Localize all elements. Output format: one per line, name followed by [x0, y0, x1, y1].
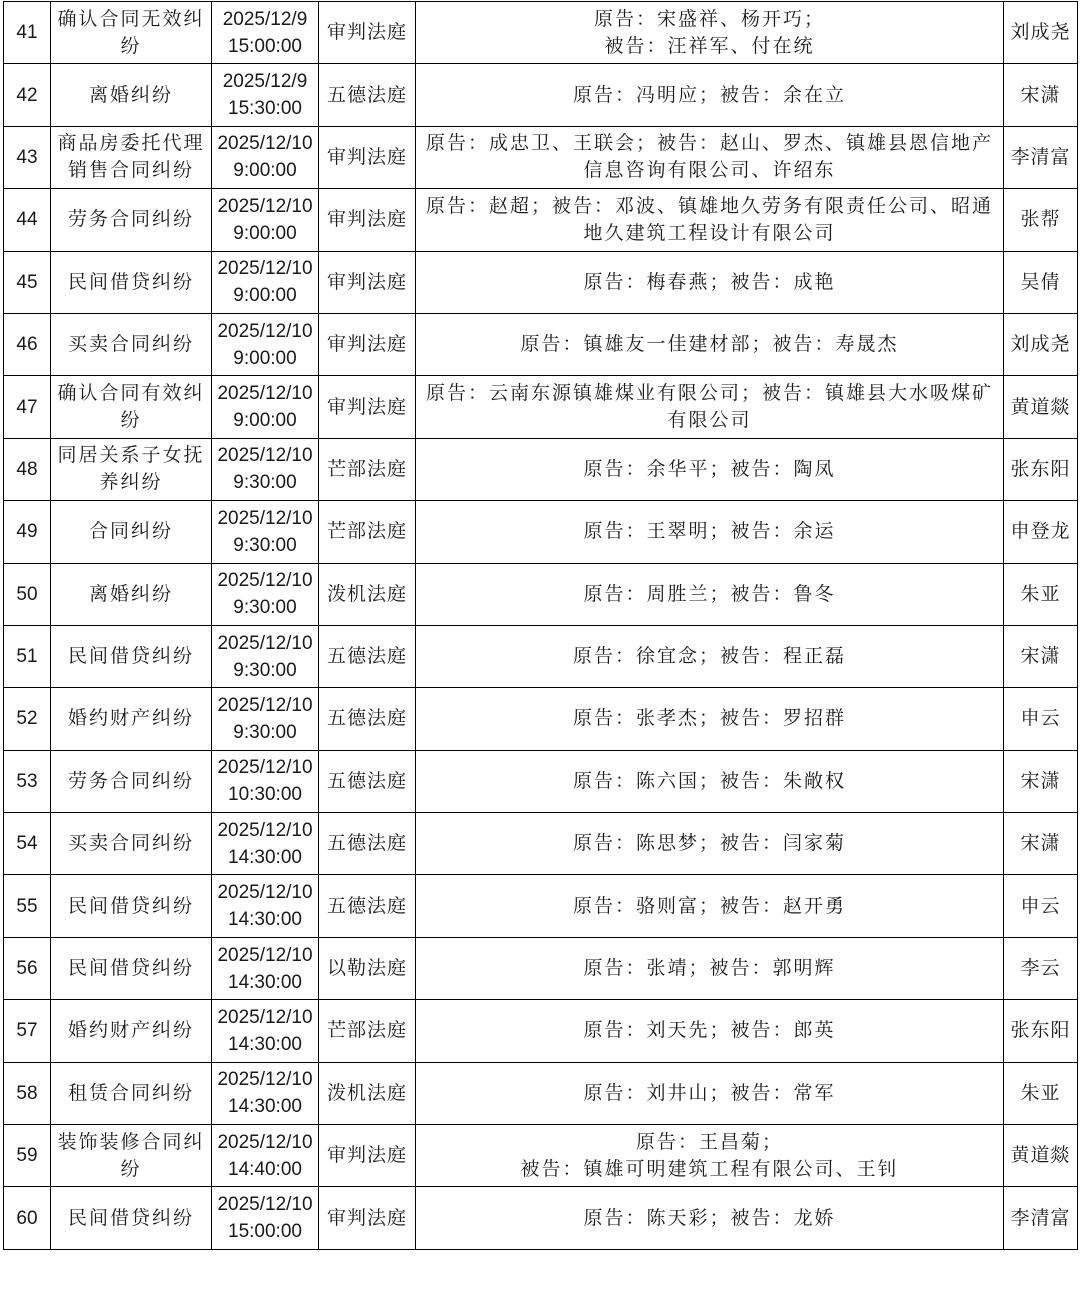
courtroom-cell: 审判法庭 [319, 1125, 416, 1187]
table-row [4, 1125, 1078, 1187]
parties-cell: 原告：刘天先；被告：郎英 [416, 1000, 1004, 1062]
hearing-date: 2025/12/10 [217, 757, 313, 779]
case-type-cell: 离婚纠纷 [51, 563, 212, 625]
case-number-cell: 46 [4, 313, 51, 375]
case-type-cell: 劳务合同纠纷 [51, 750, 212, 812]
judge-cell: 黄道燚 [1004, 376, 1078, 438]
hearing-time-cell [212, 189, 319, 251]
hearing-date: 2025/12/9 [222, 71, 308, 93]
table-row [4, 813, 1078, 875]
hearing-date: 2025/12/10 [217, 445, 313, 467]
parties-cell: 原告：张孝杰；被告：罗招群 [416, 688, 1004, 750]
case-type-cell: 买卖合同纠纷 [51, 813, 212, 875]
hearing-clock-time: 9:00:00 [233, 222, 297, 244]
case-number-cell: 41 [4, 2, 51, 64]
case-type-cell: 民间借贷纠纷 [51, 875, 212, 937]
hearing-clock-time: 9:00:00 [233, 410, 297, 432]
case-type-cell: 商品房委托代理销售合同纠纷 [51, 126, 212, 188]
case-number-cell: 44 [4, 189, 51, 251]
table-row [4, 875, 1078, 937]
case-number-cell: 53 [4, 750, 51, 812]
table-row [4, 937, 1078, 999]
judge-cell: 李清富 [1004, 126, 1078, 188]
parties-cell: 原告：周胜兰；被告：鲁冬 [416, 563, 1004, 625]
judge-cell: 张东阳 [1004, 1000, 1078, 1062]
judge-cell: 张帮 [1004, 189, 1078, 251]
hearing-date: 2025/12/9 [222, 8, 308, 30]
table-row [4, 750, 1078, 812]
hearing-date: 2025/12/10 [217, 133, 313, 155]
parties-cell: 原告：刘井山；被告：常军 [416, 1062, 1004, 1124]
parties-cell: 原告：骆则富；被告：赵开勇 [416, 875, 1004, 937]
hearing-time-cell [212, 376, 319, 438]
parties-cell: 原告：镇雄友一佳建材部；被告：寿晟杰 [416, 313, 1004, 375]
case-number-cell: 58 [4, 1062, 51, 1124]
case-type-cell: 婚约财产纠纷 [51, 1000, 212, 1062]
parties-cell: 原告：王翠明；被告：余运 [416, 501, 1004, 563]
table-row [4, 1187, 1078, 1249]
judge-cell: 张东阳 [1004, 438, 1078, 500]
case-number-cell: 54 [4, 813, 51, 875]
case-number-cell: 60 [4, 1187, 51, 1249]
hearing-date: 2025/12/10 [217, 195, 313, 217]
table-row [4, 625, 1078, 687]
hearing-time-cell [212, 251, 319, 313]
hearing-time-cell [212, 1000, 319, 1062]
courtroom-cell: 审判法庭 [319, 2, 416, 64]
table-row [4, 2, 1078, 64]
hearing-clock-time: 14:30:00 [228, 1033, 302, 1055]
case-type-cell: 租赁合同纠纷 [51, 1062, 212, 1124]
table-row [4, 126, 1078, 188]
hearing-date: 2025/12/10 [217, 1069, 313, 1091]
table-row [4, 1062, 1078, 1124]
hearing-time-cell [212, 937, 319, 999]
judge-cell: 李清富 [1004, 1187, 1078, 1249]
courtroom-cell: 审判法庭 [319, 126, 416, 188]
hearing-clock-time: 9:00:00 [233, 285, 297, 307]
case-type-cell: 民间借贷纠纷 [51, 625, 212, 687]
table-row [4, 251, 1078, 313]
parties-cell: 原告：王昌菊； 被告：镇雄可明建筑工程有限公司、王钊 [416, 1125, 1004, 1187]
hearing-date: 2025/12/10 [217, 819, 313, 841]
hearing-date: 2025/12/10 [217, 882, 313, 904]
courtroom-cell: 芒部法庭 [319, 1000, 416, 1062]
case-number-cell: 55 [4, 875, 51, 937]
courtroom-cell: 以勒法庭 [319, 937, 416, 999]
courtroom-cell: 五德法庭 [319, 688, 416, 750]
hearing-clock-time: 9:30:00 [233, 597, 297, 619]
hearing-time-cell [212, 64, 319, 126]
case-number-cell: 49 [4, 501, 51, 563]
hearing-schedule-table [3, 1, 1078, 1250]
hearing-clock-time: 15:30:00 [228, 98, 302, 120]
case-number-cell: 45 [4, 251, 51, 313]
judge-cell: 宋潇 [1004, 750, 1078, 812]
judge-cell: 朱亚 [1004, 1062, 1078, 1124]
hearing-time-cell [212, 875, 319, 937]
case-type-cell: 民间借贷纠纷 [51, 251, 212, 313]
table-row [4, 189, 1078, 251]
courtroom-cell: 审判法庭 [319, 189, 416, 251]
parties-cell: 原告：成忠卫、王联会；被告：赵山、罗杰、镇雄县恩信地产信息咨询有限公司、许绍东 [416, 126, 1004, 188]
courtroom-cell: 审判法庭 [319, 251, 416, 313]
hearing-time-cell [212, 563, 319, 625]
hearing-clock-time: 14:30:00 [228, 1096, 302, 1118]
courtroom-cell: 五德法庭 [319, 875, 416, 937]
hearing-clock-time: 15:00:00 [228, 35, 302, 57]
judge-cell: 刘成尧 [1004, 2, 1078, 64]
hearing-date: 2025/12/10 [217, 1131, 313, 1153]
case-type-cell: 民间借贷纠纷 [51, 1187, 212, 1249]
table-row [4, 376, 1078, 438]
hearing-date: 2025/12/10 [217, 944, 313, 966]
hearing-date: 2025/12/10 [217, 632, 313, 654]
parties-cell: 原告：冯明应；被告：余在立 [416, 64, 1004, 126]
judge-cell: 宋潇 [1004, 64, 1078, 126]
hearing-date: 2025/12/10 [217, 258, 313, 280]
parties-cell: 原告：宋盛祥、杨开巧； 被告：汪祥军、付在统 [416, 2, 1004, 64]
hearing-clock-time: 9:30:00 [233, 472, 297, 494]
hearing-date: 2025/12/10 [217, 320, 313, 342]
case-number-cell: 51 [4, 625, 51, 687]
hearing-clock-time: 9:30:00 [233, 534, 297, 556]
hearing-clock-time: 14:30:00 [228, 909, 302, 931]
hearing-time-cell [212, 1125, 319, 1187]
courtroom-cell: 芒部法庭 [319, 438, 416, 500]
case-number-cell: 47 [4, 376, 51, 438]
case-type-cell: 劳务合同纠纷 [51, 189, 212, 251]
parties-cell: 原告：张靖；被告：郭明辉 [416, 937, 1004, 999]
hearing-clock-time: 9:00:00 [233, 160, 297, 182]
judge-cell: 申云 [1004, 875, 1078, 937]
parties-cell: 原告：陈六国；被告：朱敞权 [416, 750, 1004, 812]
hearing-date: 2025/12/10 [217, 1194, 313, 1216]
hearing-time-cell [212, 501, 319, 563]
hearing-date: 2025/12/10 [217, 570, 313, 592]
hearing-time-cell [212, 438, 319, 500]
hearing-clock-time: 9:30:00 [233, 721, 297, 743]
case-number-cell: 48 [4, 438, 51, 500]
parties-cell: 原告：云南东源镇雄煤业有限公司；被告：镇雄县大水吸煤矿有限公司 [416, 376, 1004, 438]
case-number-cell: 57 [4, 1000, 51, 1062]
hearing-time-cell [212, 750, 319, 812]
hearing-clock-time: 14:30:00 [228, 971, 302, 993]
table-row [4, 563, 1078, 625]
hearing-time-cell [212, 2, 319, 64]
hearing-time-cell [212, 813, 319, 875]
table-row [4, 501, 1078, 563]
case-number-cell: 42 [4, 64, 51, 126]
hearing-date: 2025/12/10 [217, 694, 313, 716]
hearing-clock-time: 14:40:00 [228, 1158, 302, 1180]
courtroom-cell: 五德法庭 [319, 813, 416, 875]
courtroom-cell: 泼机法庭 [319, 563, 416, 625]
hearing-date: 2025/12/10 [217, 1006, 313, 1028]
hearing-clock-time: 10:30:00 [228, 784, 302, 806]
judge-cell: 朱亚 [1004, 563, 1078, 625]
hearing-date: 2025/12/10 [217, 507, 313, 529]
hearing-time-cell [212, 625, 319, 687]
courtroom-cell: 审判法庭 [319, 376, 416, 438]
case-type-cell: 民间借贷纠纷 [51, 937, 212, 999]
case-type-cell: 确认合同无效纠纷 [51, 2, 212, 64]
case-type-cell: 买卖合同纠纷 [51, 313, 212, 375]
judge-cell: 宋潇 [1004, 625, 1078, 687]
judge-cell: 申云 [1004, 688, 1078, 750]
parties-cell: 原告：余华平；被告：陶凤 [416, 438, 1004, 500]
table-body [4, 2, 1078, 1250]
judge-cell: 黄道燚 [1004, 1125, 1078, 1187]
case-number-cell: 50 [4, 563, 51, 625]
courtroom-cell: 芒部法庭 [319, 501, 416, 563]
hearing-time-cell [212, 126, 319, 188]
table-row [4, 438, 1078, 500]
hearing-time-cell [212, 1187, 319, 1249]
courtroom-cell: 审判法庭 [319, 313, 416, 375]
parties-cell: 原告：梅春燕；被告：成艳 [416, 251, 1004, 313]
courtroom-cell: 审判法庭 [319, 1187, 416, 1249]
parties-cell: 原告：陈思梦；被告：闫家菊 [416, 813, 1004, 875]
parties-cell: 原告：陈天彩；被告：龙娇 [416, 1187, 1004, 1249]
parties-cell: 原告：赵超；被告：邓波、镇雄地久劳务有限责任公司、昭通地久建筑工程设计有限公司 [416, 189, 1004, 251]
table-row [4, 64, 1078, 126]
judge-cell: 李云 [1004, 937, 1078, 999]
table-row [4, 313, 1078, 375]
judge-cell: 刘成尧 [1004, 313, 1078, 375]
judge-cell: 申登龙 [1004, 501, 1078, 563]
case-type-cell: 确认合同有效纠纷 [51, 376, 212, 438]
courtroom-cell: 五德法庭 [319, 64, 416, 126]
hearing-clock-time: 14:30:00 [228, 846, 302, 868]
case-type-cell: 离婚纠纷 [51, 64, 212, 126]
table-row [4, 1000, 1078, 1062]
parties-cell: 原告：徐宜念；被告：程正磊 [416, 625, 1004, 687]
courtroom-cell: 泼机法庭 [319, 1062, 416, 1124]
hearing-time-cell [212, 1062, 319, 1124]
table-row [4, 688, 1078, 750]
hearing-date: 2025/12/10 [217, 383, 313, 405]
courtroom-cell: 五德法庭 [319, 625, 416, 687]
case-number-cell: 56 [4, 937, 51, 999]
hearing-time-cell [212, 313, 319, 375]
courtroom-cell: 五德法庭 [319, 750, 416, 812]
hearing-time-cell [212, 688, 319, 750]
case-type-cell: 婚约财产纠纷 [51, 688, 212, 750]
case-number-cell: 52 [4, 688, 51, 750]
hearing-clock-time: 9:00:00 [233, 347, 297, 369]
hearing-clock-time: 9:30:00 [233, 659, 297, 681]
judge-cell: 吴倩 [1004, 251, 1078, 313]
case-number-cell: 43 [4, 126, 51, 188]
case-type-cell: 同居关系子女抚养纠纷 [51, 438, 212, 500]
case-type-cell: 合同纠纷 [51, 501, 212, 563]
judge-cell: 宋潇 [1004, 813, 1078, 875]
hearing-clock-time: 15:00:00 [228, 1221, 302, 1243]
case-type-cell: 装饰装修合同纠纷 [51, 1125, 212, 1187]
case-number-cell: 59 [4, 1125, 51, 1187]
